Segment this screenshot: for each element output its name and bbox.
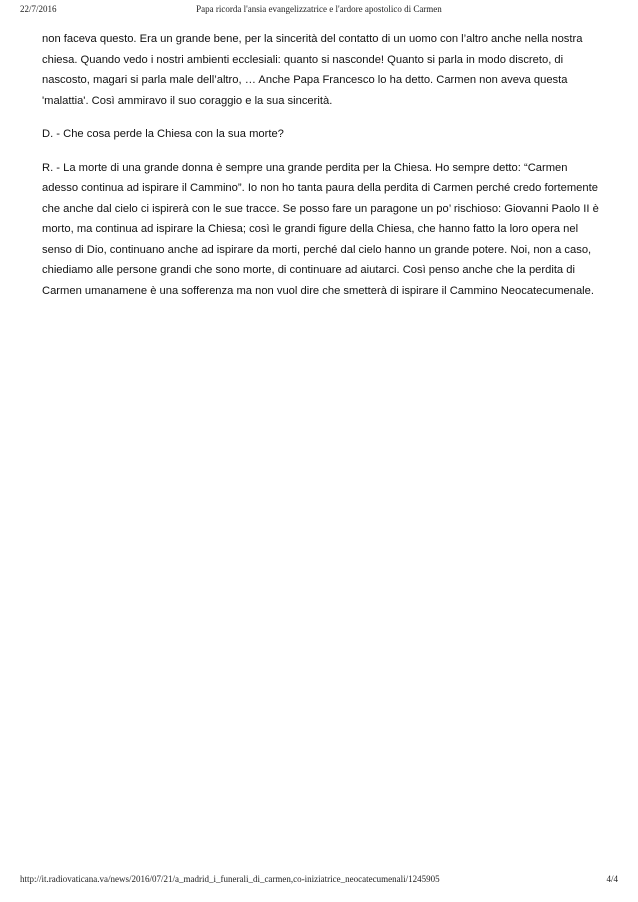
page-number: 4/4 <box>606 874 618 884</box>
print-footer <box>20 874 618 888</box>
print-header <box>20 4 618 18</box>
page-title: Papa ricorda l'ansia evangelizzatrice e l'ardore apostolico di Carmen <box>196 4 442 14</box>
interview-question: D. - Che cosa perde la Chiesa con la sua morte? <box>42 128 284 140</box>
source-url: http://it.radiovaticana.va/news/2016/07/21/a_madrid_i_funerali_di_carmen,co-iniziatrice_neocatecumenali/1245905 <box>20 874 440 884</box>
interview-answer: R. - La morte di una grande donna è sempre una grande perdita per la Chiesa. Ho sempre detto: “Carmen adesso continua ad ispirare il Cammino”. Io non ho tanta paura della perdita di Carmen perché credo fortemente che anche dal cielo ci ispirerà con le sue tracce. Se posso fare un paragone un po’ rischioso: Giovanni Paolo II è morto, ma continua ad ispirare la Chiesa; così le grandi figure della Chiesa, che hanno fatto la loro opera nel senso di Dio, continuano anche ad ispirare da morti, perché dal cielo hanno un grande potere. Noi, non a caso, chiediamo alle persone grandi che sono morte, di continuare ad aiutarci. Così penso anche che la perdita di Carmen umanamene è una sofferenza ma non vuol dire che smetterà di ispirare il Cammino Neocatecumenale. <box>42 161 599 297</box>
article-paragraph: non faceva questo. Era un grande bene, per la sincerità del contatto di un uomo con l’altro anche nella nostra chiesa. Quando vedo i nostri ambienti ecclesiali: quanto si nasconde! Quanto si parla in modo discreto, di nascosto, magari si parla male dell’altro, … Anche Papa Francesco lo ha detto. Carmen non aveva questa 'malattia'. Così ammiravo il suo coraggio e la sua sincerità. <box>42 33 583 107</box>
print-date: 22/7/2016 <box>20 4 57 14</box>
article-body <box>42 29 602 314</box>
